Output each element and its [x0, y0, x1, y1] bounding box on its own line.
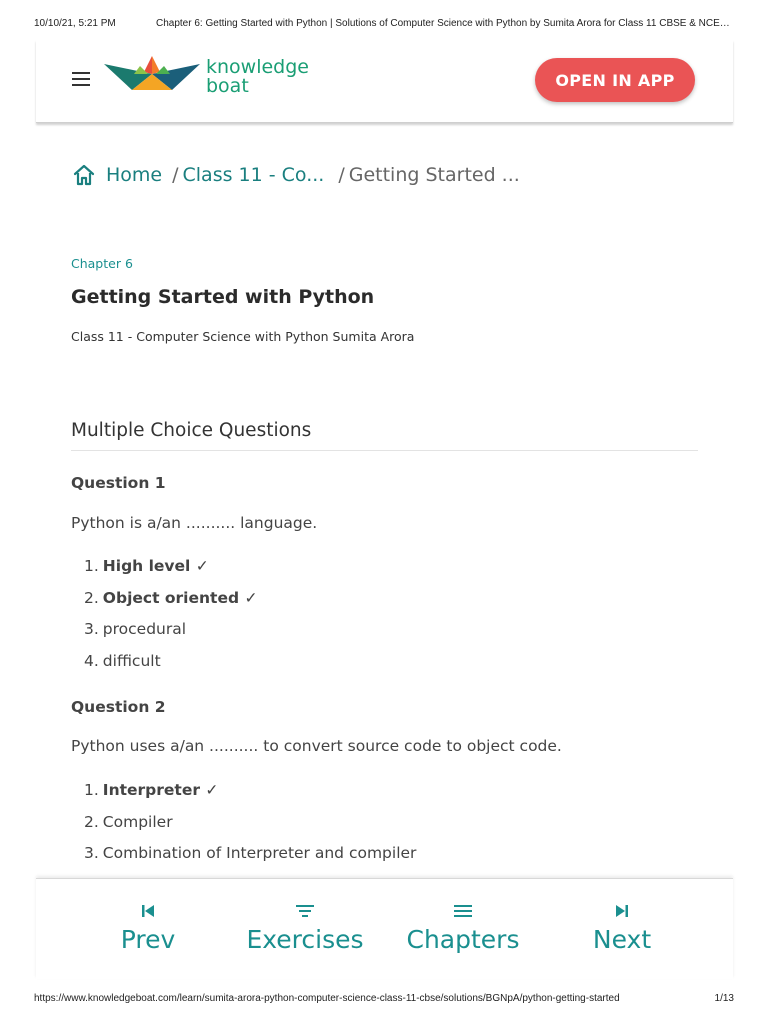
option-number: 1.: [84, 781, 99, 799]
option-number: 2.: [84, 812, 99, 831]
question-heading: Question 1: [71, 474, 166, 492]
breadcrumb-separator: /: [172, 164, 179, 186]
skip-next-icon: [614, 901, 630, 921]
breadcrumb: [72, 160, 520, 190]
option-number: 3.: [84, 620, 99, 638]
option-text: procedural: [102, 620, 187, 638]
next-label: Next: [592, 925, 652, 954]
open-in-app-button[interactable]: OPEN IN APP: [535, 58, 695, 102]
question-text: Python uses a/an .......... to convert source code to object code.: [71, 737, 562, 755]
option-item: [71, 583, 257, 615]
chapters-button[interactable]: [398, 901, 528, 971]
book-subtitle: Class 11 - Computer Science with Python Sumita Arora: [71, 329, 415, 344]
option-text: difficult: [102, 651, 161, 670]
option-item: [71, 646, 257, 678]
menu-icon: [453, 901, 473, 921]
menu-icon-bar: [72, 72, 90, 74]
option-text: High level ✓: [102, 557, 209, 575]
question-text: Python is a/an .......... language.: [71, 514, 318, 532]
option-item: [71, 838, 416, 870]
logo-text-line2: boat: [206, 75, 249, 97]
print-doc-title: Chapter 6: Getting Started with Python | Solutions of Computer Science with Python by Sumita Arora for Class 11 CBSE & NCE…: [156, 18, 730, 29]
print-url: https://www.knowledgeboat.com/learn/sumita-arora-python-computer-science-class-11-cbse/solutions/BGNpA/python-getting-started: [34, 993, 620, 1004]
boat-logo-icon: [104, 54, 200, 100]
option-item: [71, 614, 257, 646]
logo-text-line1: knowledge: [206, 56, 309, 78]
chapter-label: Chapter 6: [71, 256, 133, 271]
print-page-number: 1/13: [714, 993, 734, 1004]
next-button[interactable]: [584, 901, 660, 971]
option-number: 4.: [84, 651, 99, 670]
chapters-label: Chapters: [406, 925, 520, 954]
filter-icon: [295, 901, 315, 921]
knowledgeboat-logo[interactable]: [104, 54, 324, 104]
page-title: Getting Started with Python: [71, 286, 375, 308]
exercises-button[interactable]: [240, 901, 370, 971]
menu-icon-bar: [72, 78, 90, 80]
home-icon[interactable]: [72, 163, 96, 187]
print-timestamp: 10/10/21, 5:21 PM: [34, 18, 116, 29]
option-item: [71, 551, 257, 583]
breadcrumb-class-link[interactable]: Class 11 - Co...: [182, 164, 325, 186]
hamburger-menu-button[interactable]: [72, 72, 94, 90]
prev-label: Prev: [120, 925, 176, 954]
section-heading: Multiple Choice Questions: [71, 420, 698, 451]
options-list: [71, 775, 416, 870]
logo-wordmark: [206, 58, 309, 96]
top-app-bar: [36, 40, 733, 123]
options-list: [71, 551, 257, 677]
option-item: [71, 807, 416, 839]
option-number: 3.: [84, 844, 99, 862]
bottom-navigation: [36, 878, 733, 979]
menu-icon-bar: [72, 84, 90, 86]
option-text: Object oriented ✓: [102, 588, 258, 607]
option-text: Interpreter ✓: [102, 781, 219, 799]
print-header: [0, 0, 768, 28]
option-number: 2.: [84, 588, 99, 607]
option-text: Compiler: [102, 812, 173, 831]
option-number: 1.: [84, 557, 99, 575]
option-text: Combination of Interpreter and compiler: [102, 844, 417, 862]
breadcrumb-home-link[interactable]: Home: [106, 164, 163, 186]
breadcrumb-current: Getting Started ...: [348, 164, 520, 186]
exercises-label: Exercises: [246, 925, 364, 954]
breadcrumb-separator: /: [338, 164, 345, 186]
option-item: [71, 775, 416, 807]
prev-button[interactable]: [112, 901, 184, 971]
skip-previous-icon: [140, 901, 156, 921]
print-footer: [0, 990, 768, 1010]
question-heading: Question 2: [71, 698, 166, 716]
